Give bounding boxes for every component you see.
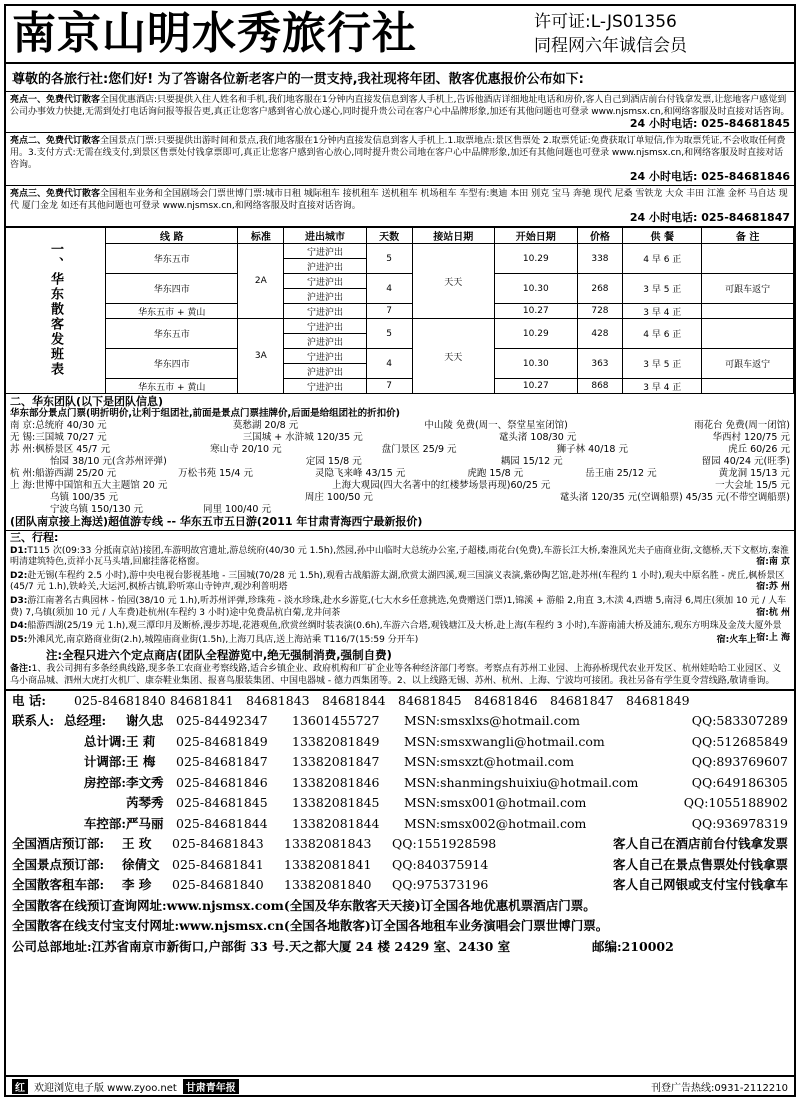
itinerary-day: D4:船游西湖(25/19 元 1.h),观三潭印月及断桥,漫步苏堤,花港观鱼,欣赏丝绸时装表演(0.6h),车游六合塔,观钱塘江及大桥,赴上海(车程约 3 小时),车游南浦大桥及浦东,观东方明珠及金茂大厦外景 宿:上 海 [10,621,790,643]
header-pickup: 接站日期 [412,228,494,244]
ticket-line: 无 锡:三国城 70/27 元 三国城 + 水浒城 120/35 元 鼋头渚 108/30 元 华西村 120/75 元 [10,432,790,443]
contact-row: 计调部: 王 梅 025-84681847 13382081847 MSN:smsxzt@hotmail.com QQ:893769607 [83,754,788,770]
contact-row: 芮琴秀 025-84681845 13382081845 MSN:smsx001@hotmail.com QQ:1055188902 [126,795,788,811]
table-row: 华东五市 2A 宁进沪出 5 天天 10.29 338 4 早 6 正 [6,244,794,259]
newspaper-brand: 甘肃青年报 [183,1079,239,1094]
footer-website: 欢迎浏览电子版 www.zyoo.net [34,1082,177,1094]
highlight-2 [6,133,794,186]
special-route: (团队南京接上海送)超值游专线 -- 华东五市五日游(2011 年甘肃青海西宁最新报价) [10,515,423,528]
header-route: 线 路 [106,228,238,244]
dept-row: 全国酒店预订部: 王 玫 025-84681843 13382081843 QQ:1551928598 客人自己在酒店前台付钱拿发票 [12,836,788,852]
team-title: 二、华东团队(以下是团队信息) [10,395,164,408]
itinerary-day: D5:外滩风光,南京路商业街(2.h),城隍庙商业街(1.5h),上海刀具店,送上海站乘 T116/7(15:59 分开车) 宿:火车上 [10,634,757,645]
dept-row: 全国景点预订部: 徐倩文 025-84681841 13382081841 QQ:840375914 客人自己在景点售票处付钱拿票 [12,856,788,872]
contact-section [6,689,794,958]
table-row: 沪进沪出 [6,364,794,379]
web-line-2: 全国散客在线支付宝支付网址:www.njsmsx.cn(全国各地散客)订全国各地租车业务演唱会门票世博门票。 [12,918,609,934]
dept-row: 全国散客租车部: 李 珍 025-84681840 13382081840 QQ:975373196 客人自己网银或支付宝付钱拿车 [12,877,788,893]
ticket-line: 杭 州:船游西湖 25/20 元 万松书苑 15/4 元 灵隐飞来峰 43/15 元 虎跑 15/8 元 岳王庙 25/12 元 黄龙洞 15/13 元 [10,468,790,479]
table-header-row [6,228,794,244]
contact-row: 总计调: 王 莉 025-84681849 13382081849 MSN:smsxwangli@hotmail.com QQ:512685849 [83,733,788,749]
highlight-phone: 24 小时电话: 025-84681845 [629,117,790,130]
table-row: 沪进沪出 [6,259,794,274]
header-note: 备 注 [702,228,794,244]
team-subtitle: 华东部分景点门票(明折明价,让利于组团社,前面是景点门票挂牌价,后面是给组团社的折扣价) [10,408,401,419]
phone-line: 电 话: 025-84681840 84681841 84681843 84681844 84681845 84681846 84681847 84681849 [12,692,690,708]
highlight-text: 全国租车业务和全国剧场会门票世博门票:城市日租 城际租车 接机租车 送机租车 机场租车 车型有:奥迪 本田 别克 宝马 奔驰 现代 尼桑 雪铁龙 大众 丰田 江淮 金杯 马自达 现代 厦门金龙 如还有其他问题也可登录 www.njsmsx.cn,和网络客服及时直接对话咨询。 [10,189,788,211]
highlight-3 [6,186,794,227]
table-side-label: 一、华东散客发班表 [6,228,106,394]
header-start: 开始日期 [495,228,577,244]
highlight-text: 全国景点门票:只要提供出游时间和景点,我们地客服在1分钟内直接发信息到客人手机上.1.取票地点:景区售票处 2.取票凭证:免费获取订单短信,作为取票凭证,不会收取任何费用。3.支付方式:无需在线支付,到景区售票处付钱拿票即可,真正让您客户感到省心放心,同时提升贵公司地在客户心中品牌形象,加还有其他问题也可登录 www.njsmsx.cn,和网络客服及时直接对话咨询。 [10,136,786,170]
itinerary-day: D3:游江南著名古典园林 - 怡园(38/10 元 1.h),听苏州评弹,珍珠苑 - 淡水珍珠,赴水乡游览,(七大水乡任意挑选,免费赠送门票)1,锦溪 + 游船 2,甪直 3,木渎 4,西塘 5,南浔 6,周庄(须加 10 元 / 人车费) 7,乌镇(须加 10 元 / 人车费)赴杭州(车程约 3 小时)途中免费品杭白菊,龙井问茶 宿:杭 州 [10,595,790,618]
header [6,6,794,64]
highlight-phone: 24 小时电话: 025-84681846 [629,170,790,183]
itinerary-note: 注:全程只进六个定点商店(团队全程游览中,绝无强制消费,强制自费) [46,648,392,663]
contact-row: 车控部: 严马丽 025-84681844 13382081844 MSN:smsx002@hotmail.com QQ:936978319 [83,815,788,831]
remarks: 备注:1、我公司拥有多条经典线路,现多条工农商业考察线路,适合乡镇企业、政府机构和厂矿企业等各种经济部门考察。考察点有苏州工业园、上海孙桥现代农业开发区、杭州娃哈哈工业园区、义乌小商品城、泗州大虎打火机厂、康奈鞋业集团、报喜鸟服装集团、中国电器城 - 德力西集团等。2、以上线路无锡、苏州、杭州、上海、宁波均可接团。我社另备有学生夏令营线路,敬请垂询。 [10,664,782,686]
table-row: 沪进沪出 [6,289,794,304]
header-city: 进出城市 [284,228,366,244]
highlight-title: 亮点二、免费代订散客 [10,136,101,146]
header-price: 价格 [577,228,623,244]
itinerary-title: 三、行程: [10,531,59,544]
highlight-title: 亮点一、免费代订散客 [10,95,101,105]
ticket-line: 怡园 38/10 元(含苏州评弹) 定园 15/8 元 耦园 15/12 元 留园 40/24 元(旺季) [50,456,790,467]
contact-row: 联系人: 总经理: 谢久忠 025-84492347 13601455727 MSN:smsxlxs@hotmail.com QQ:583307289 [12,713,788,729]
contact-row: 房控部: 李文秀 025-84681846 13382081846 MSN:shanmingshuixiu@hotmail.com QQ:649186305 [83,774,788,790]
agency-title: 南京山明水秀旅行社 [12,8,417,59]
ticket-line: 宁波乌镇 150/130 元 同里 100/40 元 [50,504,271,515]
header-standard: 标准 [238,228,284,244]
ticket-line: 上 海:世博中国馆和五大主题馆 20 元 上海大观园(四大名著中的红楼梦场景再现)60/25 元 一大会址 15/5 元 [10,480,790,491]
header-days: 天数 [366,228,412,244]
intro-text: 尊敬的各旅行社:您们好! 为了答谢各位新老客户的一贯支持,我社现将年团、散客优惠报价公布如下: [6,64,794,92]
ticket-line: 南 京:总统府 40/30 元 莫愁湖 20/8 元 中山陵 免费(周一、祭堂星室闭馆) 雨花台 免费(周一闭馆) [10,420,790,431]
footer-bar [6,1075,794,1095]
table-row: 华东四市 宁进沪出 4 10.30 268 3 早 5 正 可跟车返宁 [6,274,794,289]
table-row: 华东五市 3A 宁进沪出 5 天天 10.29 428 4 早 6 正 [6,319,794,334]
ad-hotline: 刊登广告热线:0931-2112210 [651,1082,788,1094]
newspaper-logo: 红 [12,1079,28,1094]
web-line-1: 全国散客在线预订查询网址:www.njsmsx.com(全国及华东散客天天接)订全国各地优惠机票酒店门票。 [12,897,596,913]
team-section [6,394,794,531]
table-row: 华东四市 宁进沪出 4 10.30 363 3 早 5 正 可跟车返宁 [6,349,794,364]
highlight-1 [6,92,794,133]
highlight-text: 全国优惠酒店:只要提供入住人姓名和手机,我们地客服在1分钟内直接发信息到客人手机上,告诉他酒店详细地址电话和房价,客人自己到酒店前台付钱拿发票,让您地客户感觉到公司办事效力快捷,无需到处打电话询问报等报告更,真正让您客户感到省心放心遂心,同时提升贵公司在客户心中品牌形象,加还有其他问题也可登录 www.njsmsx.cn,和网络客服及时直接对话咨询。 [10,95,790,117]
tour-schedule-table: 一、华东散客发班表 线 路 标准 进出城市 天数 接站日期 开始日期 价格 供 餐 备 注 华东五市 2A 宁进沪出 5 天天 10.29 338 4 早 6 正 沪进沪出 华东四市 宁进沪出 4 10.30 268 3 早 5 正 可跟车返宁 沪进沪出 华东五市 + 黄山 宁进沪出 7 10.27 728 3 早 4 正 华东五市 3A 宁进沪出 5 天天 10.29 428 4 早 6 正 沪进沪出 华东四市 宁进沪出 4 10.30 363 3 早 5 正 可跟车返宁 沪进沪出 华东五市 + 黄山 宁进沪出 7 10.27 868 3 早 4 正 [6,227,794,394]
highlight-title: 亮点三、免费代订散客 [10,189,101,199]
address-line: 公司总部地址:江苏省南京市新街口,户部街 33 号.天之都大厦 24 楼 2429 室、2430 室 邮编:210002 [12,938,674,954]
newspaper-ad-page [4,4,796,1097]
header-meal: 供 餐 [623,228,702,244]
itinerary-day: D2:赴无锡(车程约 2.5 小时),游中央电视台影视基地 - 三国城(70/28 元 1.5h),观看古战船游太湖,欣赏太湖四溪,观三国演义表演,紫砂陶艺馆,赴苏州(车程约 1 小时),观夫中原名胜 - 虎丘,枫桥景区(45/7 元 1.h),铁岭关,大运河,枫桥古镇,聆听寒山寺钟声,观沙利普明塔 宿:苏 州 [10,570,790,593]
license-block [534,6,794,62]
license-number: 许可证:L-JS01356 [534,12,677,32]
ticket-line: 苏 州:枫桥景区 45/7 元 寒山寺 20/10 元 盘门景区 25/9 元 狮子林 40/18 元 虎丘 60/26 元 [10,444,790,455]
itinerary-section [6,531,794,689]
itinerary-day: D1:T115 次(09:33 分抵南京站)接团,车游明故宫遗址,游总统府(40/30 元 1.5h),然园,孙中山临时大总统办公室,子超楼,雨花台(免费),车游长江大桥,秦淮风光夫子庙商业街,文德桥,天下文枢坊,秦淮明清建筑特色,贡祥小瓦马头墙,回廊挂落花格窗。 宿:南 京 [10,545,790,568]
table-row: 沪进沪出 [6,334,794,349]
highlight-phone: 24 小时电话: 025-84681847 [629,211,790,224]
ticket-line: 乌镇 100/35 元 周庄 100/50 元 鼋头渚 120/35 元(空调船票) 45/35 元(不带空调船票) [50,492,790,503]
credit-member: 同程网六年诚信会员 [534,36,687,56]
